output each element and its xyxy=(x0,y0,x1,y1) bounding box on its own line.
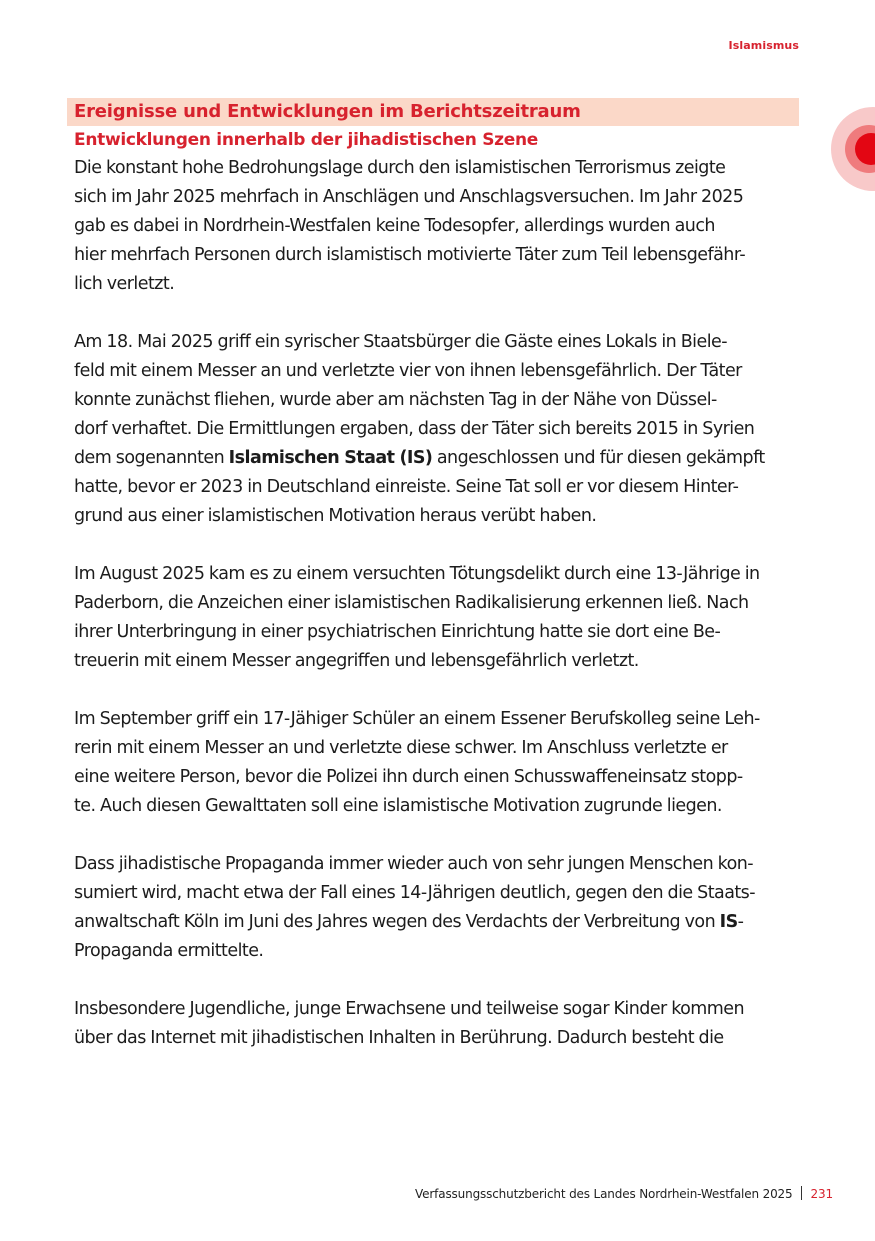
text-line: hier mehrfach Personen durch islamistisch motivierte Täter zum Teil lebensgefähr- xyxy=(74,245,746,265)
publication-title: Verfassungsschutzbericht des Landes Nordrhein-Westfalen 2025 xyxy=(415,1187,793,1201)
organization-name: Islamischen Staat (IS) xyxy=(228,448,433,468)
text-line: dorf verhaftet. Die Ermittlungen ergaben, dass der Täter sich bereits 2015 in Syrien xyxy=(74,419,755,439)
text-line: hatte, bevor er 2023 in Deutschland einreiste. Seine Tat soll er vor diesem Hinter- xyxy=(74,477,739,497)
text-line: treuerin mit einem Messer angegriffen und lebensgefährlich verletzt. xyxy=(74,651,639,671)
text-run: - xyxy=(737,912,744,932)
text-run: anwaltschaft Köln im Juni des Jahres wegen des Verdachts der Verbreitung von xyxy=(74,912,720,932)
text-line: feld mit einem Messer an und verletzte vier von ihnen lebensgefährlich. Der Täter xyxy=(74,361,742,381)
text-line: sich im Jahr 2025 mehrfach in Anschlägen und Anschlagsversuchen. Im Jahr 2025 xyxy=(74,187,744,207)
page-footer xyxy=(415,1186,833,1201)
section-label: Islamismus xyxy=(728,39,799,52)
paragraph xyxy=(74,995,799,1053)
text-run: angeschlossen und für diesen gekämpft xyxy=(432,448,765,468)
text-line: Dass jihadistische Propaganda immer wieder auch von sehr jungen Menschen kon- xyxy=(74,854,754,874)
page-content xyxy=(67,98,799,1082)
text-line: lich verletzt. xyxy=(74,274,175,294)
section-heading: Ereignisse und Entwicklungen im Berichtszeitraum xyxy=(67,98,799,126)
paragraph xyxy=(74,850,799,966)
chapter-marker-dot xyxy=(855,133,875,165)
text-line: eine weitere Person, bevor die Polizei ihn durch einen Schusswaffeneinsatz stopp- xyxy=(74,767,743,787)
text-line: te. Auch diesen Gewalttaten soll eine islamistische Motivation zugrunde liegen. xyxy=(74,796,722,816)
text-line: ihrer Unterbringung in einer psychiatrischen Einrichtung hatte sie dort eine Be- xyxy=(74,622,721,642)
paragraph xyxy=(74,705,799,821)
subheading: Entwicklungen innerhalb der jihadistischen Szene xyxy=(74,130,538,150)
text-line: konnte zunächst fliehen, wurde aber am nächsten Tag in der Nähe von Düssel- xyxy=(74,390,717,410)
text-line: Am 18. Mai 2025 griff ein syrischer Staatsbürger die Gäste eines Lokals in Biele- xyxy=(74,332,728,352)
text-line xyxy=(74,444,799,473)
text-line: rerin mit einem Messer an und verletzte diese schwer. Im Anschluss verletzte er xyxy=(74,738,728,758)
chapter-marker-icon xyxy=(831,107,875,191)
text-line: Die konstant hohe Bedrohungslage durch den islamistischen Terrorismus zeigte xyxy=(74,158,726,178)
chapter-marker-ring xyxy=(845,125,875,173)
paragraph xyxy=(74,560,799,676)
page-number: 231 xyxy=(810,1187,833,1201)
text-line: Propaganda ermittelte. xyxy=(74,941,264,961)
organization-abbreviation: IS xyxy=(719,912,738,932)
text-line: sumiert wird, macht etwa der Fall eines 14-Jährigen deutlich, gegen den die Staats- xyxy=(74,883,756,903)
text-line: gab es dabei in Nordrhein-Westfalen keine Todesopfer, allerdings wurden auch xyxy=(74,216,715,236)
paragraph xyxy=(74,328,799,531)
paragraph xyxy=(74,154,799,299)
text-line: grund aus einer islamistischen Motivation heraus verübt haben. xyxy=(74,506,597,526)
body-text xyxy=(67,154,799,1053)
text-line: Paderborn, die Anzeichen einer islamistischen Radikalisierung erkennen ließ. Nach xyxy=(74,593,749,613)
text-line xyxy=(74,908,799,937)
text-line: Im August 2025 kam es zu einem versuchten Tötungsdelikt durch eine 13-Jährige in xyxy=(74,564,760,584)
text-line: über das Internet mit jihadistischen Inhalten in Berührung. Dadurch besteht die xyxy=(74,1028,724,1048)
footer-divider xyxy=(801,1186,802,1200)
text-line: Im September griff ein 17-Jähiger Schüler an einem Essener Berufskolleg seine Leh- xyxy=(74,709,760,729)
text-run: dem sogenannten xyxy=(74,448,229,468)
text-line: Insbesondere Jugendliche, junge Erwachsene und teilweise sogar Kinder kommen xyxy=(74,999,745,1019)
